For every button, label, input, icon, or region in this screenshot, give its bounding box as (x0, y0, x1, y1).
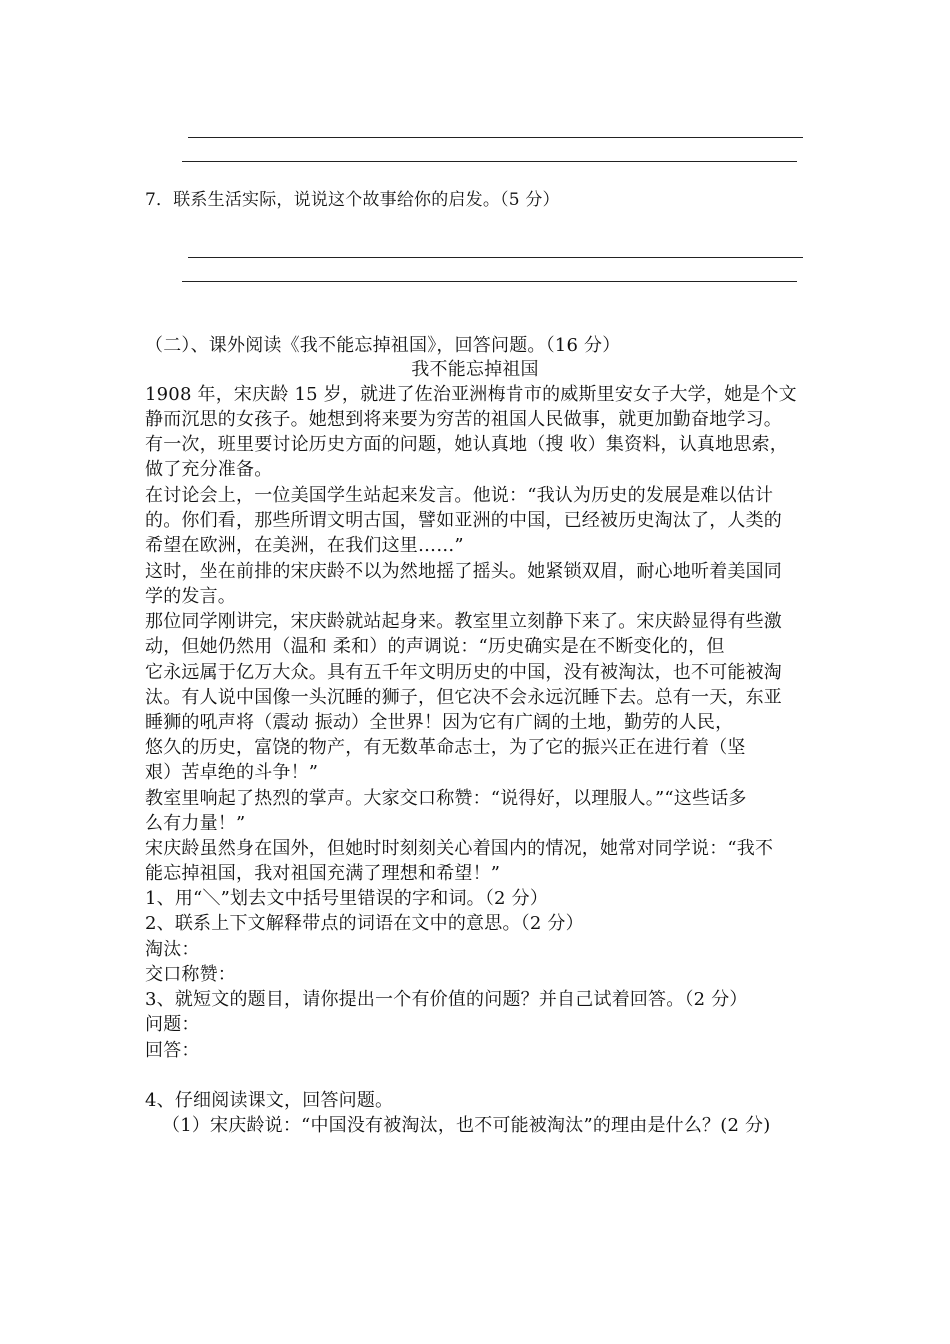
section-heading: （二）、课外阅读《我不能忘掉祖国》，回答问题。（16 分） (145, 335, 621, 356)
question-4: 4、仔细阅读课文，回答问题。 (145, 1090, 394, 1111)
article-line: 能忘掉祖国，我对祖国充满了理想和希望！” (145, 863, 501, 884)
question-2: 2、联系上下文解释带点的词语在文中的意思。（2 分） (145, 913, 584, 934)
article-line: 学的发言。 (145, 586, 236, 607)
answer-line[interactable] (182, 161, 797, 162)
article-line: 有一次，班里要讨论历史方面的问题，她认真地（搜 收）集资料，认真地思索， (145, 434, 788, 455)
article-line: 这时，坐在前排的宋庆龄不以为然地摇了摇头。她紧锁双眉，耐心地听着美国同 (145, 561, 782, 582)
article-title: 我不能忘掉祖国 (411, 359, 539, 380)
answer-line[interactable] (188, 257, 803, 258)
article-line: 悠久的历史，富饶的物产，有无数革命志士，为了它的振兴正在进行着（坚 (145, 737, 746, 758)
article-line: 动，但她仍然用（温和 柔和）的声调说：“历史确实是在不断变化的，但 (145, 636, 725, 657)
article-line: 教室里响起了热烈的掌声。大家交口称赞：“说得好，以理服人。”“这些话多 (145, 788, 747, 809)
article-line: 艰）苦卓绝的斗争！” (145, 762, 319, 783)
article-line: 宋庆龄虽然身在国外，但她时时刻刻关心着国内的情况，她常对同学说：“我不 (145, 838, 774, 859)
question-1: 1、用“＼”划去文中括号里错误的字和词。（2 分） (145, 888, 549, 909)
article-line: 1908 年，宋庆龄 15 岁，就进了佐治亚洲梅肯市的威斯里安女子大学，她是个文 (145, 384, 797, 405)
question-3: 3、就短文的题目，请你提出一个有价值的问题？并自己试着回答。（2 分） (145, 989, 748, 1010)
article-line: 静而沉思的女孩子。她想到将来要为穷苦的祖国人民做事，就更加勤奋地学习。 (145, 409, 782, 430)
answer-label-taotai[interactable]: 淘汰： (145, 939, 200, 960)
article-line: 汰。有人说中国像一头沉睡的狮子，但它决不会永远沉睡下去。总有一天，东亚 (145, 687, 782, 708)
answer-line[interactable] (182, 281, 797, 282)
question-7: 7．联系生活实际，说说这个故事给你的启发。（5 分） (145, 190, 560, 210)
answer-label-question[interactable]: 问题： (145, 1014, 200, 1035)
answer-label-jiaokou[interactable]: 交口称赞： (145, 964, 236, 985)
article-line: 睡狮的吼声将（震动 振动）全世界！因为它有广阔的土地，勤劳的人民， (145, 712, 734, 733)
article-line: 希望在欧洲，在美洲，在我们这里……” (145, 535, 464, 556)
article-line: 它永远属于亿万大众。具有五千年文明历史的中国，没有被淘汰，也不可能被淘 (145, 662, 782, 683)
article-line: 么有力量！” (145, 813, 246, 834)
article-line: 在讨论会上，一位美国学生站起来发言。他说：“我认为历史的发展是难以估计 (145, 485, 774, 506)
article-line: 做了充分准备。 (145, 459, 273, 480)
question-4-1: （1）宋庆龄说：“中国没有被淘汰，也不可能被淘汰”的理由是什么？(2 分) (162, 1115, 771, 1136)
article-line: 的。你们看，那些所谓文明古国，譬如亚洲的中国，已经被历史淘汰了，人类的 (145, 510, 782, 531)
answer-line[interactable] (188, 137, 803, 138)
answer-label-answer[interactable]: 回答： (145, 1040, 200, 1061)
article-line: 那位同学刚讲完，宋庆龄就站起身来。教室里立刻静下来了。宋庆龄显得有些激 (145, 611, 782, 632)
